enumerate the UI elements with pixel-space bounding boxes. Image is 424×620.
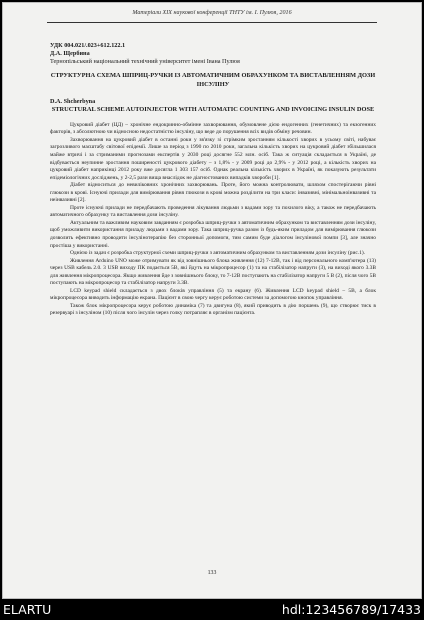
document-page: [2, 2, 422, 599]
handle-id: hdl:123456789/17433: [281, 602, 421, 617]
title-ua: СТРУКТУРНА СХЕМА ШПРИЦ-РУЧКИ ІЗ АВТОМАТИЧНИМ ОБРАХУНКОМ ТА ВИСТАВЛЕННЯМ ДОЗИ ІНСУЛІНУ: [50, 72, 376, 88]
udc-code: УДК 004.021/.023+612.122.1: [50, 42, 126, 49]
paragraph: Живлення Arduino UNO може отримувати як від зовнішнього блока живлення (12) 7-12В, так і від персонального комп'ютера (13) через USB кабель 2.0. 3 USB виходу ПК подається 5В, які йдуть на мікропроцесор (1) та на стабілізатор напруги (3), на виході якого 3.3В для живлення мікропроцесора. Якщо живлення йде з зовнішнього блоку, то 7-12В поступають на стабілізатор напруги 5 В (2), після чого 5В поступають на мікропроцесор та стабілізатор напруги 3.3В.: [50, 257, 376, 287]
title-en: STRUCTURAL SCHEME AUTOINJECTOR WITH AUTOMATIC COUNTING AND INVOICING INSULIN DOSE: [51, 105, 375, 113]
page-number: 133: [207, 570, 217, 576]
paragraph: LCD keypad shield складається з двох блоків управління (5) та екрану (6). Живлення LCD keypad shield – 5В, а блок мікропроцесора виводить інформацію екрана. Пацієнт в свою чергу керує роботою системи за допомогою кнопок управління.: [50, 287, 376, 302]
paragraph: Також блок мікропроцесора керує роботою динаміка (7) та двигуна (8), який приводить в дію поршень (9), що створює тиск в резервуарі з інсуліном (10) після чого інсулін через голку потрапляє в організм пацієнта.: [50, 302, 376, 317]
article-content: [50, 42, 376, 318]
paragraph: Однією із задач є розробка структурної схеми шприц-ручки з автоматичним обрахунком та виставленням дози інсуліну (рис.1).: [70, 250, 366, 257]
header-rule: [47, 22, 377, 23]
affiliation: Тернопільський національний технічний університет імені Івана Пулюя: [50, 57, 240, 65]
viewer-footer: [0, 599, 424, 620]
author-ua: Д.А. Щербина: [50, 49, 90, 57]
paragraph: Діабет відноситься до невиліковних хронічних захворювань. Проте, його можна контролювати, шляхом спостерігаючи рівні глюкози в крові. Існуючі прилади для вимірювання рівня глюкози в крові можна розділити на три класи: інвазивні, мінімальноінвазивні та неінвазивні [2].: [50, 182, 376, 204]
repository-label: ELARTU: [3, 602, 52, 617]
paragraph: Актуальним та важливим науковим завданням є розробка шприц-ручки з автоматичним обрахунком та виставленням дози інсуліну, щоб уможливити використання приладу людьми з вадами зору. Така шприц-ручка разом із будь-яким приладом для вимірювання глюкози дозволить ефективно проводити інсулінотерапію без сторонньої допомоги, тим самим буде діалогом інсулінової помпи [3], але значно простіша у використанні.: [50, 219, 376, 249]
paragraph: Проте існуючі прилади не передбачають проведення лікування людьми з вадами зору та похилого віку, а також не передбачають автоматичного обрахунку та виставлення дози інсуліну.: [50, 204, 376, 219]
paragraph: Захворювання на цукровий діабет в останні роки у зв'язку зі стрімким зростанням кількості хворих в усьому світі, набуває загрозливого масштабу світової епідемії. Лише за період з 1990 по 2010 роки, загальна кількість хворих на цукровий діабет збільшилася майже втричі і за стриманими прогнозами експертів у 2030 році досягне 552 млн. осіб. Така ж ситуація складається в Україні, де відбувається неупинне зростання поширеності цукрового діабету – з 1,8% - у 2009 році до 2,9% - у 2012 році, а кількість хворих на цукровий діабет наприкінці 2012 року вже досягла 1 303 157 осіб. Однак реальна кількість хворих в Україні, як показують результати епідеміологічних досліджень, у 2-2,5 рази вища внаслідок не діагностованих випадків хвороби [1].: [50, 136, 376, 181]
article-body: [50, 122, 376, 318]
paragraph: Цукровий діабет (ЦД) – хронічне ендокринно-обмінне захворювання, обумовлене дією ендогенних (генетичних) та екзогенних факторів, з абсолютною чи відносною недостатністю інсуліну, що веде до порушення всіх видів обміну речовин.: [50, 121, 376, 136]
author-en: D.A. Shcherbyna: [50, 97, 96, 105]
running-head: Матеріали XIX наукової конференції ТНТУ ім. І. Пулюя, 2016: [132, 10, 292, 16]
